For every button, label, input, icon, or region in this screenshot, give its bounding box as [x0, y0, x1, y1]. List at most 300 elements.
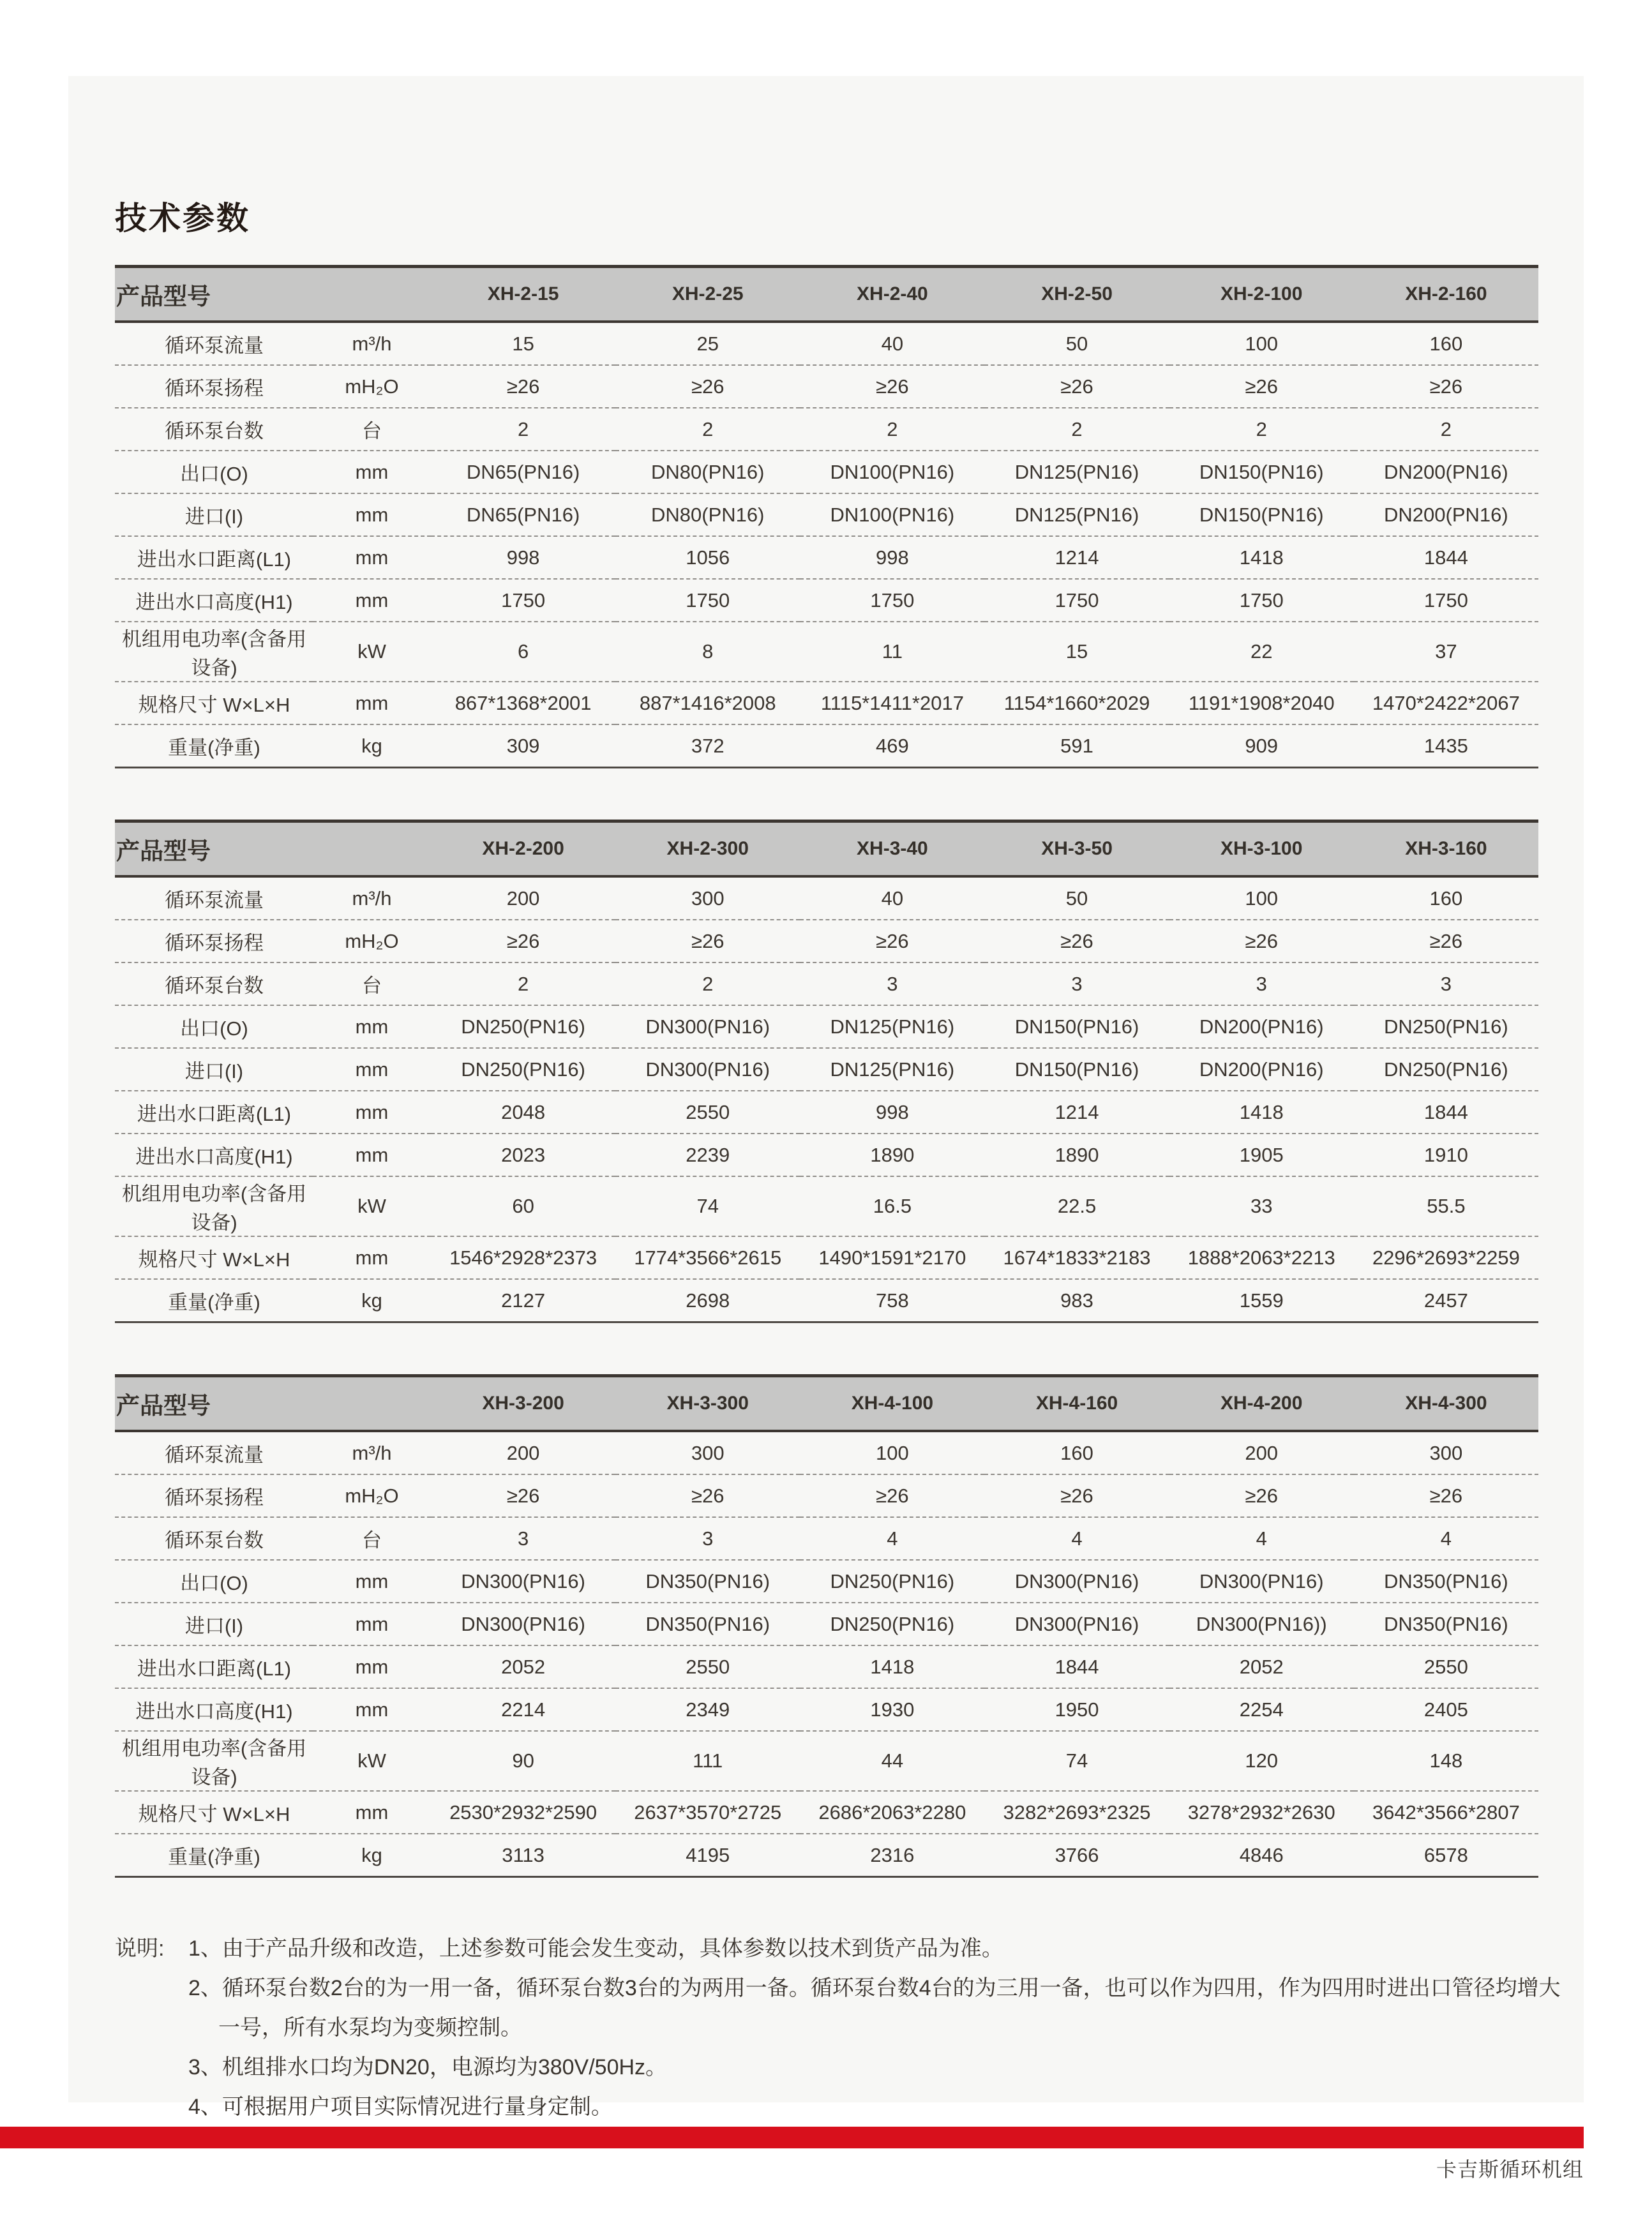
spec-value: ≥26: [431, 365, 615, 408]
spec-row: [115, 322, 1538, 365]
table-body: [115, 322, 1538, 768]
spec-value: DN250(PN16): [800, 1560, 984, 1603]
spec-row: [115, 536, 1538, 579]
spec-row-label: 机组用电功率(含备用设备): [115, 1176, 313, 1236]
spec-value: 3282*2693*2325: [984, 1791, 1169, 1834]
spec-value: 2637*3570*2725: [615, 1791, 800, 1834]
spec-value: 120: [1169, 1731, 1354, 1791]
spec-row-unit: 台: [313, 962, 431, 1005]
spec-row-unit: mm: [313, 1236, 431, 1279]
spec-value: 1930: [800, 1688, 984, 1731]
spec-value: 2254: [1169, 1688, 1354, 1731]
spec-value: 2: [431, 962, 615, 1005]
spec-value: 591: [984, 724, 1169, 768]
spec-value: 33: [1169, 1176, 1354, 1236]
spec-value: 1418: [1169, 1091, 1354, 1134]
spec-row-unit: 台: [313, 408, 431, 451]
spec-value: 3: [800, 962, 984, 1005]
footer-accent-bar: [0, 2127, 1584, 2148]
spec-value: 50: [984, 876, 1169, 920]
spec-value: 6578: [1354, 1834, 1538, 1877]
spec-value: 1844: [984, 1645, 1169, 1688]
spec-row-label: 循环泵扬程: [115, 365, 313, 408]
spec-row-label: 循环泵台数: [115, 1517, 313, 1560]
spec-value: DN100(PN16): [800, 451, 984, 493]
spec-value: DN200(PN16): [1169, 1005, 1354, 1048]
spec-value: DN80(PN16): [615, 451, 800, 493]
spec-value: 1750: [615, 579, 800, 622]
spec-row-label: 进出水口高度(H1): [115, 579, 313, 622]
spec-row-unit: kg: [313, 1279, 431, 1322]
spec-row-label: 规格尺寸 W×L×H: [115, 682, 313, 724]
spec-value: 90: [431, 1731, 615, 1791]
spec-row-unit: mH₂O: [313, 1474, 431, 1517]
spec-row: [115, 1834, 1538, 1877]
spec-row-label: 循环泵台数: [115, 408, 313, 451]
spec-value: DN150(PN16): [984, 1048, 1169, 1091]
spec-row-label: 循环泵扬程: [115, 920, 313, 962]
spec-value: 50: [984, 322, 1169, 365]
spec-row: [115, 1048, 1538, 1091]
spec-row-unit: mm: [313, 1091, 431, 1134]
model-column-header: XH-2-160: [1354, 267, 1538, 322]
spec-value: 2: [615, 962, 800, 1005]
spec-value: 25: [615, 322, 800, 365]
spec-value: 3278*2932*2630: [1169, 1791, 1354, 1834]
spec-value: 1418: [800, 1645, 984, 1688]
spec-value: DN350(PN16): [1354, 1603, 1538, 1645]
spec-row-label: 机组用电功率(含备用设备): [115, 1731, 313, 1791]
spec-row-label: 进出水口高度(H1): [115, 1134, 313, 1176]
spec-row-label: 循环泵扬程: [115, 1474, 313, 1517]
spec-value: 1888*2063*2213: [1169, 1236, 1354, 1279]
spec-row: [115, 876, 1538, 920]
spec-row: [115, 1176, 1538, 1236]
model-column-header: XH-4-100: [800, 1376, 984, 1432]
spec-value: 998: [431, 536, 615, 579]
spec-value: 1435: [1354, 724, 1538, 768]
spec-row: [115, 962, 1538, 1005]
spec-value: 6: [431, 622, 615, 682]
spec-row-unit: mm: [313, 1603, 431, 1645]
spec-table-2: [115, 820, 1538, 1323]
spec-value: DN125(PN16): [984, 451, 1169, 493]
spec-value: DN300(PN16): [984, 1560, 1169, 1603]
spec-value: 1750: [431, 579, 615, 622]
spec-value: 40: [800, 322, 984, 365]
spec-row-label: 重量(净重): [115, 1834, 313, 1877]
spec-row-unit: mm: [313, 579, 431, 622]
spec-value: 1750: [1169, 579, 1354, 622]
spec-row-label: 循环泵流量: [115, 322, 313, 365]
spec-value: 2: [431, 408, 615, 451]
spec-value: ≥26: [1169, 365, 1354, 408]
spec-value: ≥26: [1169, 920, 1354, 962]
spec-value: 60: [431, 1176, 615, 1236]
spec-value: 100: [1169, 876, 1354, 920]
spec-value: DN300(PN16): [615, 1005, 800, 1048]
spec-row: [115, 579, 1538, 622]
spec-value: 22: [1169, 622, 1354, 682]
spec-value: 74: [984, 1731, 1169, 1791]
model-column-header: XH-2-100: [1169, 267, 1354, 322]
spec-value: 1470*2422*2067: [1354, 682, 1538, 724]
spec-value: DN300(PN16)): [1169, 1603, 1354, 1645]
spec-value: 1559: [1169, 1279, 1354, 1322]
spec-value: 1905: [1169, 1134, 1354, 1176]
notes-prefix: 说明:: [115, 1936, 165, 1961]
spec-value: 1056: [615, 536, 800, 579]
spec-tables-section: [115, 265, 1538, 1878]
spec-value: DN250(PN16): [431, 1048, 615, 1091]
spec-value: ≥26: [984, 365, 1169, 408]
spec-value: 160: [1354, 322, 1538, 365]
table-head: [115, 267, 1538, 322]
spec-value: 1674*1833*2183: [984, 1236, 1169, 1279]
table-header-row: [115, 267, 1538, 322]
spec-value: DN125(PN16): [800, 1005, 984, 1048]
spec-value: 2686*2063*2280: [800, 1791, 984, 1834]
spec-value: 2023: [431, 1134, 615, 1176]
spec-row-label: 进口(I): [115, 1048, 313, 1091]
spec-value: 3642*3566*2807: [1354, 1791, 1538, 1834]
spec-value: ≥26: [431, 920, 615, 962]
spec-value: DN250(PN16): [800, 1603, 984, 1645]
spec-value: 2550: [615, 1645, 800, 1688]
note-line: [115, 1968, 1561, 2008]
spec-row-unit: mm: [313, 493, 431, 536]
spec-value: 998: [800, 1091, 984, 1134]
spec-value: 1214: [984, 1091, 1169, 1134]
spec-row-unit: mm: [313, 1791, 431, 1834]
spec-row: [115, 1005, 1538, 1048]
spec-row-label: 循环泵流量: [115, 876, 313, 920]
spec-value: 55.5: [1354, 1176, 1538, 1236]
spec-value: 2127: [431, 1279, 615, 1322]
spec-row: [115, 1517, 1538, 1560]
spec-row-unit: m³/h: [313, 1431, 431, 1474]
spec-row: [115, 493, 1538, 536]
spec-value: 2405: [1354, 1688, 1538, 1731]
spec-value: 1750: [984, 579, 1169, 622]
spec-value: 867*1368*2001: [431, 682, 615, 724]
spec-value: 4: [800, 1517, 984, 1560]
spec-row: [115, 1134, 1538, 1176]
spec-row-unit: mm: [313, 1645, 431, 1688]
spec-row: [115, 1560, 1538, 1603]
spec-value: 1418: [1169, 536, 1354, 579]
spec-value: 1774*3566*2615: [615, 1236, 800, 1279]
spec-value: 74: [615, 1176, 800, 1236]
page-title: 技术参数: [115, 200, 250, 236]
spec-value: 100: [1169, 322, 1354, 365]
model-column-header: XH-4-160: [984, 1376, 1169, 1432]
table-head: [115, 1376, 1538, 1432]
table-header-row: [115, 1376, 1538, 1432]
spec-value: 2: [984, 408, 1169, 451]
spec-value: 200: [431, 876, 615, 920]
model-column-header: XH-2-25: [615, 267, 800, 322]
spec-value: 1950: [984, 1688, 1169, 1731]
spec-value: 37: [1354, 622, 1538, 682]
spec-value: 15: [431, 322, 615, 365]
spec-row-label: 循环泵流量: [115, 1431, 313, 1474]
spec-value: ≥26: [1169, 1474, 1354, 1517]
spec-row-label: 进出水口高度(H1): [115, 1688, 313, 1731]
spec-row-unit: 台: [313, 1517, 431, 1560]
spec-row-unit: mm: [313, 451, 431, 493]
spec-value: 200: [431, 1431, 615, 1474]
model-column-header: XH-3-160: [1354, 821, 1538, 877]
spec-value: DN350(PN16): [615, 1603, 800, 1645]
spec-row: [115, 920, 1538, 962]
note-text: 3、机组排水口均为DN20，电源均为380V/50Hz。: [188, 2055, 668, 2079]
spec-row-unit: kW: [313, 622, 431, 682]
model-column-header: XH-4-200: [1169, 1376, 1354, 1432]
spec-value: ≥26: [800, 1474, 984, 1517]
spec-value: 309: [431, 724, 615, 768]
spec-value: 2: [1354, 408, 1538, 451]
spec-row: [115, 622, 1538, 682]
spec-row-label: 进口(I): [115, 1603, 313, 1645]
spec-row: [115, 1731, 1538, 1791]
spec-value: 4: [984, 1517, 1169, 1560]
note-text: 2、循环泵台数2台的为一用一备，循环泵台数3台的为两用一备。循环泵台数4台的为三用一备，也可以作为四用，作为四用时进出口管径均增大: [188, 1976, 1561, 2000]
spec-value: 160: [1354, 876, 1538, 920]
note-line: [115, 2087, 1538, 2127]
table-header-label: 产品型号: [115, 821, 431, 877]
spec-value: DN150(PN16): [984, 1005, 1169, 1048]
notes-section: [115, 1929, 1561, 2127]
spec-row-unit: mm: [313, 1688, 431, 1731]
spec-value: DN300(PN16): [1169, 1560, 1354, 1603]
spec-row: [115, 1603, 1538, 1645]
spec-value: 2052: [431, 1645, 615, 1688]
spec-value: 4846: [1169, 1834, 1354, 1877]
spec-value: 8: [615, 622, 800, 682]
model-column-header: XH-2-300: [615, 821, 800, 877]
spec-value: 372: [615, 724, 800, 768]
spec-value: 11: [800, 622, 984, 682]
spec-value: 100: [800, 1431, 984, 1474]
spec-value: 3: [615, 1517, 800, 1560]
table-header-label: 产品型号: [115, 1376, 431, 1432]
model-column-header: XH-2-15: [431, 267, 615, 322]
spec-value: ≥26: [615, 365, 800, 408]
model-column-header: XH-4-300: [1354, 1376, 1538, 1432]
spec-value: 1750: [800, 579, 984, 622]
model-column-header: XH-2-50: [984, 267, 1169, 322]
spec-row-label: 机组用电功率(含备用设备): [115, 622, 313, 682]
model-column-header: XH-3-40: [800, 821, 984, 877]
spec-value: 2530*2932*2590: [431, 1791, 615, 1834]
spec-value: DN200(PN16): [1354, 451, 1538, 493]
spec-value: 2214: [431, 1688, 615, 1731]
spec-value: DN150(PN16): [1169, 451, 1354, 493]
spec-value: 1890: [800, 1134, 984, 1176]
spec-value: DN125(PN16): [800, 1048, 984, 1091]
spec-value: 4: [1169, 1517, 1354, 1560]
spec-row: [115, 1091, 1538, 1134]
spec-value: DN80(PN16): [615, 493, 800, 536]
spec-value: 1890: [984, 1134, 1169, 1176]
spec-row: [115, 1791, 1538, 1834]
spec-value: 983: [984, 1279, 1169, 1322]
spec-row: [115, 408, 1538, 451]
table-header-row: [115, 821, 1538, 877]
spec-row-label: 出口(O): [115, 1005, 313, 1048]
spec-row-label: 循环泵台数: [115, 962, 313, 1005]
table-head: [115, 821, 1538, 877]
spec-value: ≥26: [1354, 920, 1538, 962]
spec-value: 16.5: [800, 1176, 984, 1236]
model-column-header: XH-3-100: [1169, 821, 1354, 877]
spec-row-label: 出口(O): [115, 1560, 313, 1603]
spec-value: 2296*2693*2259: [1354, 1236, 1538, 1279]
spec-row: [115, 1688, 1538, 1731]
note-text: 一号，所有水泵均为变频控制。: [218, 2016, 522, 2040]
model-column-header: XH-3-200: [431, 1376, 615, 1432]
spec-value: 22.5: [984, 1176, 1169, 1236]
spec-value: 40: [800, 876, 984, 920]
spec-row-label: 重量(净重): [115, 724, 313, 768]
spec-value: 2: [1169, 408, 1354, 451]
spec-value: 300: [615, 876, 800, 920]
spec-value: DN300(PN16): [615, 1048, 800, 1091]
spec-value: 887*1416*2008: [615, 682, 800, 724]
spec-row: [115, 451, 1538, 493]
spec-value: 3: [1169, 962, 1354, 1005]
spec-value: 998: [800, 536, 984, 579]
spec-row-unit: kW: [313, 1731, 431, 1791]
spec-row-label: 进出水口距离(L1): [115, 536, 313, 579]
spec-row-label: 进口(I): [115, 493, 313, 536]
spec-value: 3766: [984, 1834, 1169, 1877]
spec-row-unit: mm: [313, 1048, 431, 1091]
spec-value: DN350(PN16): [615, 1560, 800, 1603]
spec-value: 44: [800, 1731, 984, 1791]
spec-row: [115, 724, 1538, 768]
spec-value: 3: [984, 962, 1169, 1005]
spec-value: 1844: [1354, 536, 1538, 579]
spec-value: DN350(PN16): [1354, 1560, 1538, 1603]
spec-value: 2: [800, 408, 984, 451]
spec-row: [115, 682, 1538, 724]
spec-value: 1750: [1354, 579, 1538, 622]
spec-row-unit: mm: [313, 536, 431, 579]
model-column-header: XH-3-300: [615, 1376, 800, 1432]
spec-row-unit: m³/h: [313, 876, 431, 920]
note-line: [115, 1929, 1538, 1968]
spec-row-label: 规格尺寸 W×L×H: [115, 1236, 313, 1279]
note-text: 1、由于产品升级和改造，上述参数可能会发生变动，具体参数以技术到货产品为准。: [188, 1936, 1003, 1961]
spec-value: 3: [431, 1517, 615, 1560]
spec-row: [115, 365, 1538, 408]
spec-row-unit: mH₂O: [313, 920, 431, 962]
spec-value: DN200(PN16): [1169, 1048, 1354, 1091]
spec-value: 469: [800, 724, 984, 768]
spec-row-label: 出口(O): [115, 451, 313, 493]
spec-value: 1154*1660*2029: [984, 682, 1169, 724]
content-panel: [68, 76, 1584, 2119]
table-body: [115, 1431, 1538, 1877]
spec-value: ≥26: [800, 920, 984, 962]
spec-value: 2239: [615, 1134, 800, 1176]
spec-value: 3: [1354, 962, 1538, 1005]
spec-row-unit: mm: [313, 1005, 431, 1048]
spec-row: [115, 1474, 1538, 1517]
spec-row-unit: kW: [313, 1176, 431, 1236]
spec-value: 2550: [615, 1091, 800, 1134]
spec-value: 4195: [615, 1834, 800, 1877]
spec-value: ≥26: [431, 1474, 615, 1517]
spec-value: 4: [1354, 1517, 1538, 1560]
spec-row-label: 规格尺寸 W×L×H: [115, 1791, 313, 1834]
spec-value: 1490*1591*2170: [800, 1236, 984, 1279]
spec-value: ≥26: [615, 920, 800, 962]
spec-value: 200: [1169, 1431, 1354, 1474]
spec-value: DN250(PN16): [1354, 1048, 1538, 1091]
spec-value: DN250(PN16): [431, 1005, 615, 1048]
spec-value: 2: [615, 408, 800, 451]
table-body: [115, 876, 1538, 1322]
spec-value: 1214: [984, 536, 1169, 579]
spec-value: ≥26: [984, 920, 1169, 962]
spec-row-unit: mH₂O: [313, 365, 431, 408]
spec-value: 1910: [1354, 1134, 1538, 1176]
spec-value: ≥26: [1354, 1474, 1538, 1517]
note-text: 4、可根据用户项目实际情况进行量身定制。: [188, 2095, 613, 2119]
spec-value: 2457: [1354, 1279, 1538, 1322]
spec-row-unit: m³/h: [313, 322, 431, 365]
spec-value: 111: [615, 1731, 800, 1791]
spec-value: 15: [984, 622, 1169, 682]
spec-value: DN100(PN16): [800, 493, 984, 536]
note-line: [115, 2048, 1538, 2087]
spec-row: [115, 1279, 1538, 1322]
spec-value: DN300(PN16): [984, 1603, 1169, 1645]
model-column-header: XH-3-50: [984, 821, 1169, 877]
spec-row-unit: mm: [313, 1134, 431, 1176]
spec-table-3: [115, 1374, 1538, 1878]
spec-row: [115, 1236, 1538, 1279]
spec-value: DN300(PN16): [431, 1560, 615, 1603]
spec-value: DN150(PN16): [1169, 493, 1354, 536]
spec-value: 758: [800, 1279, 984, 1322]
spec-value: DN65(PN16): [431, 493, 615, 536]
spec-value: ≥26: [615, 1474, 800, 1517]
spec-row-unit: mm: [313, 682, 431, 724]
spec-value: 2550: [1354, 1645, 1538, 1688]
spec-row-label: 重量(净重): [115, 1279, 313, 1322]
note-line: [115, 2008, 1538, 2048]
footer-text: 卡吉斯循环机组: [1436, 2158, 1584, 2181]
spec-row: [115, 1645, 1538, 1688]
spec-row-unit: mm: [313, 1560, 431, 1603]
spec-value: 2316: [800, 1834, 984, 1877]
model-column-header: XH-2-40: [800, 267, 984, 322]
spec-row-label: 进出水口距离(L1): [115, 1091, 313, 1134]
spec-value: ≥26: [1354, 365, 1538, 408]
spec-value: DN65(PN16): [431, 451, 615, 493]
spec-value: 2052: [1169, 1645, 1354, 1688]
spec-value: 1191*1908*2040: [1169, 682, 1354, 724]
spec-value: DN300(PN16): [431, 1603, 615, 1645]
spec-value: 2048: [431, 1091, 615, 1134]
spec-value: DN200(PN16): [1354, 493, 1538, 536]
spec-value: 2349: [615, 1688, 800, 1731]
spec-value: 1844: [1354, 1091, 1538, 1134]
